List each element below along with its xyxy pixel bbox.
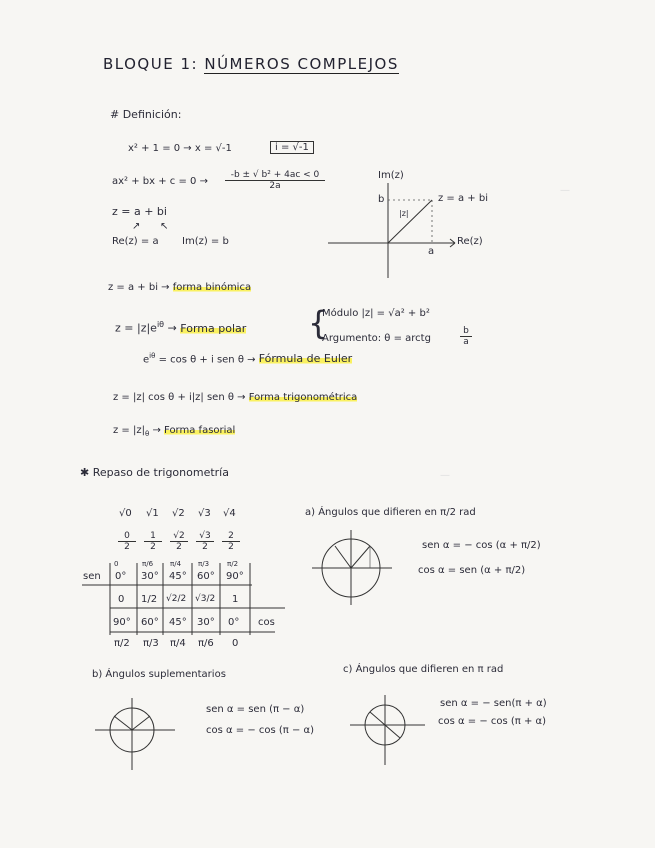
title-name: NÚMEROS COMPLEJOS (204, 55, 399, 73)
value-2: √2/2 (166, 594, 187, 604)
value-4: 1 (232, 594, 239, 605)
sen-angle-0: 0° (115, 571, 127, 582)
fraction-bottom: 2 (150, 542, 156, 552)
arrow-up-icon: ↗ (132, 221, 141, 232)
section-b-formula-1: sen α = sen (π − α) (206, 704, 305, 715)
trigonometric-lhs: z = |z| cos θ + i|z| sen θ → (113, 392, 246, 403)
point-label: z = a + bi (438, 193, 488, 204)
equation-text: x² + 1 = 0 → x = √-1 (128, 143, 232, 154)
value-3: √3/2 (195, 594, 216, 604)
b-label: b (378, 194, 385, 205)
section-b-heading: b) Ángulos suplementarios (92, 669, 226, 680)
polar-exponent: iθ (156, 320, 165, 329)
title-prefix: BLOQUE 1: (103, 55, 199, 73)
bleed-through-mark: — (560, 185, 570, 196)
cos-row-label: cos (258, 617, 275, 628)
root-1: √1 (146, 508, 159, 519)
quadratic-equation: ax² + bx + c = 0 → (112, 176, 208, 187)
phasor-arrow: → (152, 425, 161, 436)
section-c-formula-2: cos α = − cos (π + α) (438, 716, 547, 727)
section-a-formula-1: sen α = − cos (α + π/2) (422, 540, 541, 551)
argument-denominator: a (463, 337, 469, 347)
fraction-bottom: 2 (202, 542, 208, 552)
argument-text: Argumento: θ = arctg (322, 333, 431, 344)
angle-small-4: π/2 (227, 560, 239, 568)
fraction-top: 2 (222, 531, 240, 542)
euler-formula-highlight: Fórmula de Euler (258, 352, 353, 366)
section-c-formula-1: sen α = − sen(π + α) (440, 698, 547, 709)
angle-small-2: π/4 (170, 560, 182, 568)
modulus-label: |z| (399, 209, 409, 218)
definition-heading: # Definición: (110, 108, 182, 121)
fraction-bottom: 2 (124, 542, 130, 552)
phasor-subscript: θ (144, 430, 150, 438)
radian-0: π/2 (114, 638, 130, 649)
value-0: 0 (118, 594, 125, 605)
fraction-bottom: 2 (228, 542, 234, 552)
angle-small-0: 0 (114, 560, 119, 568)
radian-4: 0 (232, 638, 239, 649)
imaginary-axis-label: Im(z) (378, 170, 404, 181)
sen-angle-4: 90° (226, 571, 244, 582)
cos-angle-4: 0° (228, 617, 240, 628)
sen-row-label: sen (83, 571, 101, 582)
argument-numerator: b (460, 326, 472, 337)
bleed-through-mark: — (440, 470, 450, 481)
modulus-formula: Módulo |z| = √a² + b² (322, 308, 430, 319)
cos-angle-1: 60° (141, 617, 159, 628)
phasor-lhs: z = |z| (113, 425, 145, 436)
cos-angle-2: 45° (169, 617, 187, 628)
section-a-heading: a) Ángulos que difieren en π/2 rad (305, 507, 476, 518)
real-axis-label: Re(z) (457, 236, 483, 247)
radian-2: π/4 (170, 638, 186, 649)
polar-form-highlight: Forma polar (180, 321, 247, 335)
fraction-top: √2 (170, 531, 188, 542)
angle-small-3: π/3 (198, 560, 210, 568)
fraction-top: 0 (118, 531, 136, 542)
trigonometry-heading: ✱ Repaso de trigonometría (80, 466, 229, 479)
curly-brace: { (308, 304, 329, 342)
binomial-expression: z = a + bi (112, 205, 167, 218)
polar-lhs: z = |z|e (115, 321, 157, 335)
radian-3: π/6 (198, 638, 214, 649)
fraction-numerator: -b ± √ b² + 4ac < 0 (225, 170, 325, 181)
fraction-top: 1 (144, 531, 162, 542)
root-4: √4 (223, 508, 236, 519)
imaginary-unit-box: i = √-1 (270, 141, 314, 154)
value-1: 1/2 (141, 594, 158, 605)
fraction-denominator: 2a (269, 181, 281, 191)
sen-angle-3: 60° (197, 571, 215, 582)
arrow-up-icon: ↖ (160, 221, 169, 232)
section-c-heading: c) Ángulos que difieren en π rad (343, 664, 504, 675)
radian-1: π/3 (143, 638, 159, 649)
imaginary-part-label: Im(z) = b (182, 236, 229, 247)
cos-angle-3: 30° (197, 617, 215, 628)
euler-base: e (143, 354, 150, 366)
fraction-bottom: 2 (176, 542, 182, 552)
phasor-form-highlight: Forma fasorial (164, 425, 236, 436)
root-0: √0 (119, 508, 132, 519)
sen-angle-1: 30° (141, 571, 159, 582)
sen-angle-2: 45° (169, 571, 187, 582)
euler-expansion: = cos θ + i sen θ → (155, 354, 256, 366)
angle-small-1: π/6 (142, 560, 154, 568)
section-b-formula-2: cos α = − cos (π − α) (206, 725, 315, 736)
binomial-form-highlight: forma binómica (172, 282, 252, 293)
euler-exponent: iθ (149, 352, 156, 360)
section-a-formula-2: cos α = sen (α + π/2) (418, 565, 526, 576)
trigonometric-form-highlight: Forma trigonométrica (248, 392, 358, 403)
binomial-lhs: z = a + bi → (108, 282, 170, 293)
cos-angle-0: 90° (113, 617, 131, 628)
root-3: √3 (198, 508, 211, 519)
fraction-top: √3 (196, 531, 214, 542)
root-2: √2 (172, 508, 185, 519)
real-part-label: Re(z) = a (112, 236, 159, 247)
polar-arrow: → (167, 321, 177, 335)
a-label: a (428, 246, 435, 257)
